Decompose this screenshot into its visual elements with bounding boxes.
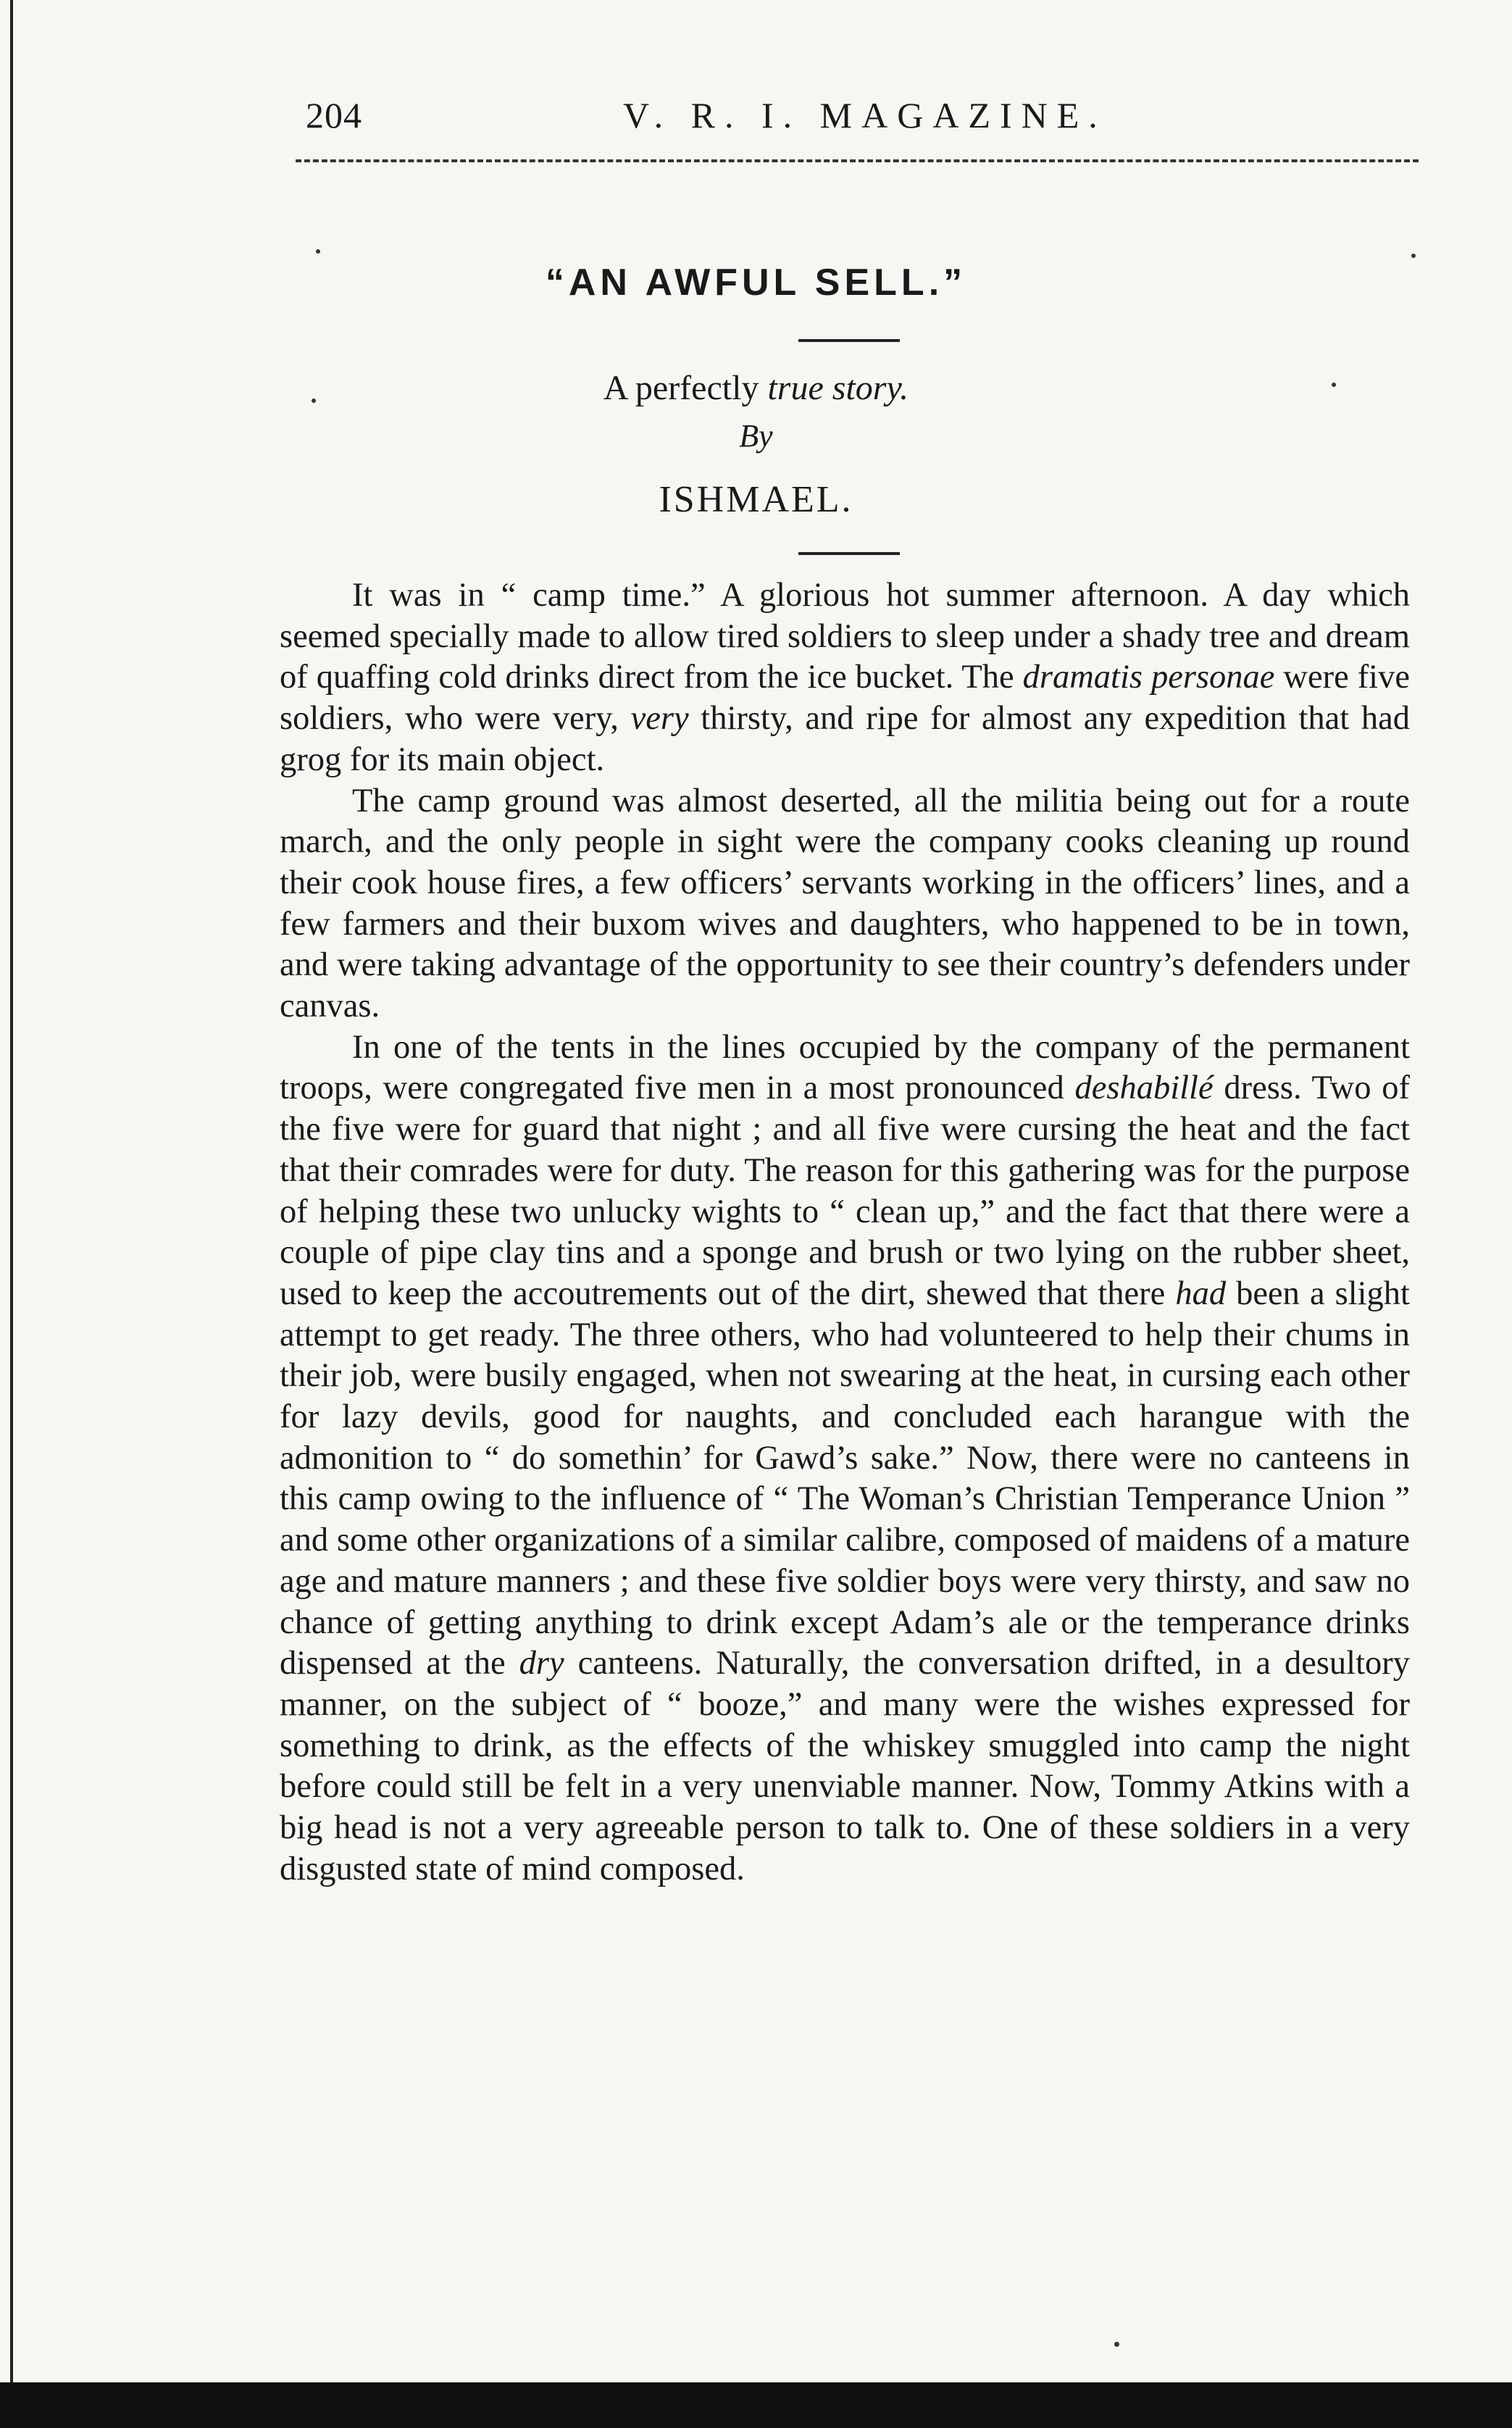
scan-speck [1411,254,1416,258]
author-name: ISHMAEL. [659,479,853,520]
page-number: 204 [306,95,362,135]
scan-speck [1114,2342,1119,2347]
paragraph-3: In one of the tents in the lines occupied by the company of the permanent troops, were congregated five men in a most pronounced deshabillé dress. Two of the five were for guard that night ; and all five were cursing the heat and the fact that their comrades were for duty. The reason for this gathering was for the purpose of helping these two unlucky wights to “ clean up,” and the fact that there were a couple of pipe clay tins and a sponge and brush or two lying on the rubber sheet, used to keep the accoutrements out of the dirt, shewed that there had been a slight attempt to get ready. The three others, who had volunteered to help their chums in their job, were busily engaged, when not swearing at the heat, in cursing each other for lazy devils, good for naughts, and concluded each harangue with the admonition to “ do somethin’ for Gawd’s sake.” Now, there were no canteens in this camp owing to the influence of “ The Woman’s Christian Temperance Union ” and some other organizations of a similar calibre, composed of maidens of a mature age and mature manners ; and these five soldier boys were very thirsty, and saw no chance of getting anything to drink except Adam’s ale or the temperance drinks dispensed at the dry canteens. Naturally, the conversation drifted, in a desultory manner, on the subject of “ booze,” and many were the wishes expressed for something to drink, as the effects of the whiskey smuggled into camp the night before could still be felt in a very unenviable manner. Now, Tommy Atkins with a big head is not a very agreeable person to talk to. One of these soldiers in a very disgusted state of mind composed. [280,1028,1410,1887]
scan-speck [312,399,316,403]
page-left-edge [10,0,13,2428]
title-rule [798,339,900,342]
subtitle-text: A perfectly [603,369,768,407]
article-subtitle [0,368,1512,408]
scan-speck [1332,383,1336,387]
subtitle-emphasis: true story. [767,369,909,407]
running-head: V. R. I. MAGAZINE. [623,95,1107,135]
scan-speck [316,249,320,254]
article-body [280,575,1410,1890]
author-rule [798,552,900,555]
article-title: “AN AWFUL SELL.” [545,262,967,304]
paragraph-2: The camp ground was almost deserted, all the militia being out for a route march, and the only people in sight were the company cooks cleaning up round their cook house fires, a few officers’ servants working in the officers’ lines, and a few farmers and their buxom wives and daughters, who happened to be in town, and were taking advantage of the opportunity to see their country’s defenders under canvas. [280,782,1410,1025]
scan-bottom-band [0,2382,1512,2428]
paragraph-1: It was in “ camp time.” A glorious hot summer afternoon. A day which seemed specially made to allow tired soldiers to sleep under a shady tree and dream of quaffing cold drinks direct from the ice bucket. The dramatis personae were five soldiers, who were very, very thirsty, and ripe for almost any expedition that had grog for its main object. [280,577,1410,778]
header-rule [296,159,1419,162]
byline: By [739,418,773,454]
